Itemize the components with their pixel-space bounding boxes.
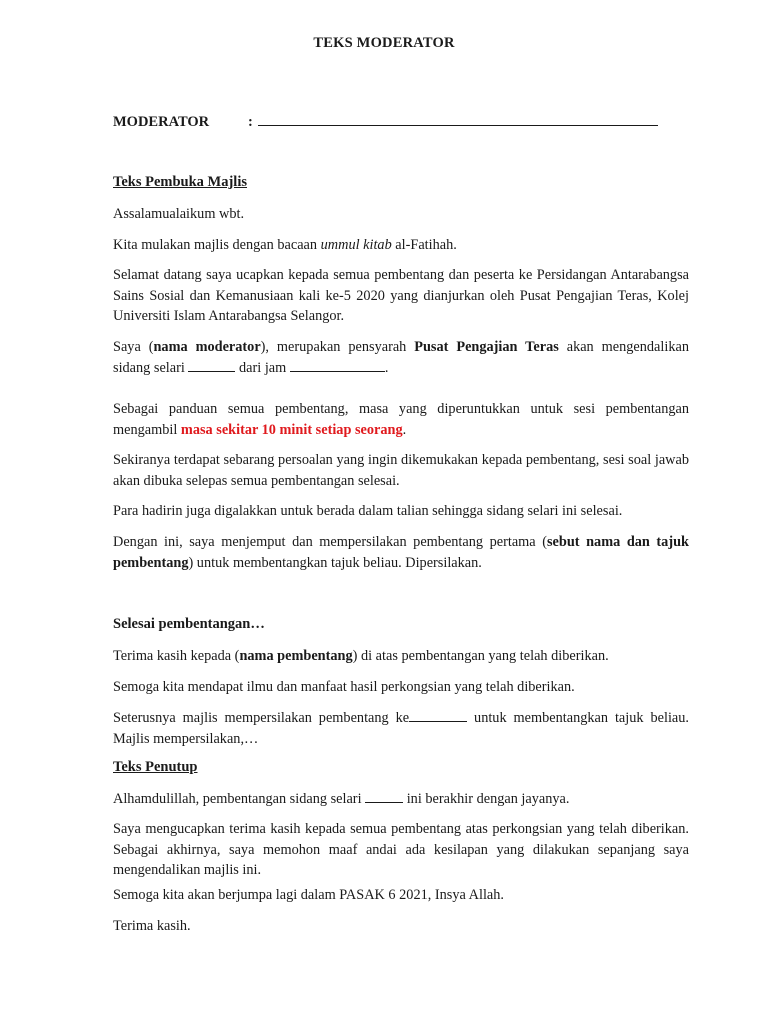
opening-p3-a: Saya ( <box>113 339 154 355</box>
closing-paragraph-1 <box>113 789 689 810</box>
after-paragraph-1 <box>113 646 689 667</box>
opening-p5-text: Sekiranya terdapat sebarang persoalan yang ingin dikemukakan kepada pembentang, sesi soal jawab akan dibuka selepas semua pembentangan selesai. <box>113 452 689 489</box>
moderator-blank-line <box>258 111 658 126</box>
after-paragraph-3 <box>113 708 689 749</box>
opening-heading: Teks Pembuka Majlis <box>113 174 248 190</box>
closing-heading: Teks Penutup <box>113 759 198 775</box>
opening-p7-a: Dengan ini, saya menjemput dan mempersilakan pembentang pertama ( <box>113 534 547 550</box>
opening-paragraph-3 <box>113 337 689 378</box>
opening-paragraph-1 <box>113 235 689 256</box>
opening-p1-start: Kita mulakan majlis dengan bacaan <box>113 237 321 253</box>
closing-p4-text: Terima kasih. <box>113 918 191 934</box>
opening-p3-department: Pusat Pengajian Teras <box>414 339 559 355</box>
opening-p6-text: Para hadirin juga digalakkan untuk berada dalam talian sehingga sidang selari ini selesai. <box>113 503 623 519</box>
after-p3-a: Seterusnya majlis mempersilakan pembentang ke <box>113 710 410 726</box>
greeting-paragraph <box>113 204 689 225</box>
opening-p3-e: . <box>384 359 389 376</box>
after-presentation-heading: Selesai pembentangan… <box>113 616 265 632</box>
closing-paragraph-3 <box>113 885 689 906</box>
opening-p7-bold: sebut nama dan tajuk pembentang <box>113 534 689 571</box>
opening-p4-b: . <box>402 421 407 438</box>
time-limit-highlight: masa sekitar 10 minit setiap seorang <box>180 421 403 438</box>
opening-p3-b: ), merupakan pensyarah <box>260 339 415 355</box>
session-blank <box>188 359 235 372</box>
closing-session-blank <box>365 790 403 803</box>
opening-p4-a: Sebagai panduan semua pembentang, masa yang diperuntukkan untuk sesi pembentangan mengambil <box>113 401 689 438</box>
opening-p1-end: al-Fatihah. <box>391 237 457 253</box>
opening-paragraph-2 <box>113 265 689 327</box>
closing-p1-b: ini berakhir dengan jayanya. <box>403 791 570 807</box>
opening-paragraph-5 <box>113 450 689 491</box>
opening-p2-text: Selamat datang saya ucapkan kepada semua pembentang dan peserta ke Persidangan Antarabangsa Sains Sosial dan Kemanusiaan kali ke-5 2020 yang dianjurkan oleh Pusat Pengajian Teras, Kolej Universiti Islam Antarabangsa Selangor. <box>113 267 689 324</box>
closing-paragraph-2 <box>113 819 689 881</box>
document-title: TEKS MODERATOR <box>313 35 455 51</box>
opening-p3-c: akan mengendalikan sidang selari <box>113 339 689 376</box>
closing-p2-text: Saya mengucapkan terima kasih kepada semua pembentang atas perkongsian yang telah diberikan. Sebagai akhirnya, saya memohon maaf andai ada kesilapan yang dilakukan sepanjang saya mengendalikan majlis ini. <box>113 821 689 878</box>
opening-paragraph-6 <box>113 501 689 522</box>
closing-p3-text: Semoga kita akan berjumpa lagi dalam PASAK 6 2021, Insya Allah. <box>113 887 504 903</box>
opening-p7-b: ) untuk membentangkan tajuk beliau. Dipersilakan. <box>188 554 482 571</box>
next-presenter-blank <box>409 709 467 722</box>
moderator-label: MODERATOR <box>113 114 210 130</box>
after-p1-b: ) di atas pembentangan yang telah diberikan. <box>352 648 609 664</box>
opening-paragraph-4 <box>113 399 689 440</box>
moderator-field-row <box>113 111 658 131</box>
after-p1-presenter-name: nama pembentang <box>239 648 353 664</box>
opening-p3-moderator-name: nama moderator <box>153 339 261 355</box>
greeting-text: Assalamualaikum wbt. <box>113 206 245 222</box>
opening-p3-d: dari jam <box>235 359 290 376</box>
after-paragraph-2 <box>113 677 689 698</box>
time-blank <box>290 359 385 372</box>
opening-p1-italic: ummul kitab <box>320 237 392 253</box>
closing-p1-a: Alhamdulillah, pembentangan sidang selari <box>113 791 366 807</box>
after-p3-b: untuk membentangkan tajuk beliau. Majlis mempersilakan,… <box>113 710 689 747</box>
closing-paragraph-4 <box>113 916 689 937</box>
moderator-colon: : <box>248 114 253 130</box>
after-p1-a: Terima kasih kepada ( <box>113 648 240 664</box>
after-p2-text: Semoga kita mendapat ilmu dan manfaat hasil perkongsian yang telah diberikan. <box>113 679 575 695</box>
opening-paragraph-7 <box>113 532 689 573</box>
